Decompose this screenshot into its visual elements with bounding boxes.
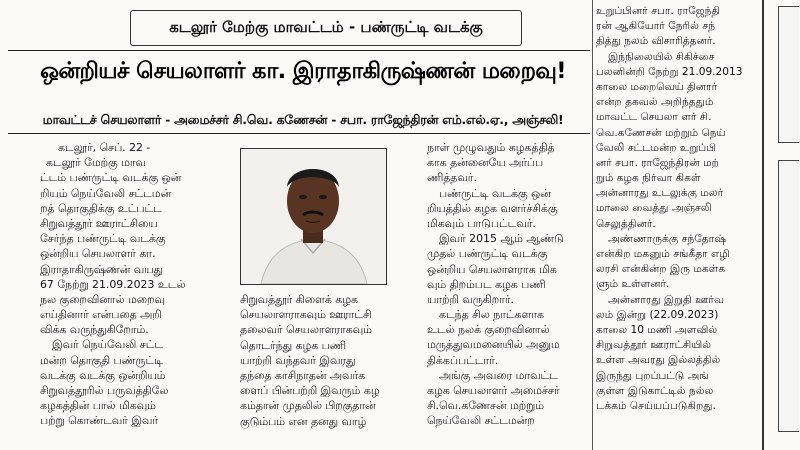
text-line: ட்டம் பண்ருட்டி வடக்கு ஒன் bbox=[40, 171, 182, 185]
text-line: லம் இன்று (22.09.2023) bbox=[596, 308, 719, 321]
text-line: 67 நேற்று 21.09.2023 உடல் bbox=[40, 277, 186, 291]
text-line: இவர் 2015 ஆம் ஆண்டு bbox=[439, 232, 564, 246]
text-line: வெ.கணேசன் மற்றும் நெய் bbox=[596, 126, 726, 139]
text-line: றியம் நெய்வேலி சட்டமன் bbox=[40, 186, 172, 200]
text-line: விக்க வருந்துகிறோம். bbox=[40, 323, 149, 337]
text-line: பற்று கொண்டவர் இவர் bbox=[40, 414, 159, 428]
text-line: மாலை வைத்து அஞ்சலி bbox=[596, 202, 712, 215]
text-line: என்கிற மகனும் சங்கீதா எழி bbox=[596, 248, 730, 260]
text-line: ணித்தவர். bbox=[427, 171, 477, 185]
header-rule-top bbox=[8, 50, 590, 51]
text-line: வேலி சட்டமன்ற உறுப்பி bbox=[596, 141, 716, 154]
text-line: குள்ள இடுகாட்டில் நல்ல bbox=[596, 384, 714, 397]
text-line: ளைப் பின்பற்றி இவரும் கழ bbox=[240, 384, 380, 398]
text-line: தித்து நலம் விசாரித்தனர். bbox=[596, 35, 716, 48]
subhead-rule bbox=[8, 133, 590, 134]
text-line: அண்ணாருக்கு சந்தோஷ் bbox=[608, 232, 727, 245]
text-line: எய்தினார் என்பதை அறி bbox=[40, 308, 162, 322]
text-line: உறுப்பினர் சபா. ராஜேந்தி bbox=[596, 5, 721, 17]
text-line: நெய்வேலி சட்டமன்ற bbox=[427, 414, 535, 428]
text-line: இந்நிலையில் சிகிச்சை bbox=[608, 50, 715, 63]
text-line: இவர் நெய்வேலி சட்ட bbox=[52, 338, 164, 352]
text-line: றியத்தில் கழக வளர்ச்சிக்கு bbox=[427, 201, 558, 215]
text-line: சிறுவத்தூரில் பருவத்திலே bbox=[40, 384, 169, 397]
text-line: நல குறைவினால் மறைவு bbox=[40, 292, 165, 306]
text-line: இராதாகிருஷ்ணன் வயது bbox=[40, 262, 163, 276]
article-subhead: மாவட்டச் செயலாளர் - அமைச்சர் சி.வெ. கணேசன் - சபா. ராஜேந்திரன் எம்.எல்.ஏ., அஞ்சலி! bbox=[42, 112, 564, 127]
text-line: றும் கழக நிர்வா கிகள் bbox=[596, 172, 701, 185]
text-line: கடலூர் மேற்கு மாவ bbox=[46, 156, 146, 170]
text-line: மன்ற தொகுதி பண்ருட்டி bbox=[40, 353, 163, 367]
text-line: அன்னாரது உடலுக்கு மலர் bbox=[596, 187, 724, 200]
text-line: டக்கம் செய்யப்படுகிறது. bbox=[596, 399, 716, 412]
text-line: கழகத்தின் பால் மிகவும் bbox=[40, 399, 156, 413]
adjacent-article-box bbox=[778, 6, 799, 143]
text-line: உள்ள அவரது இல்லத்தில் bbox=[596, 354, 721, 367]
text-line: சி.வெ.கணேசன் மற்றும் bbox=[427, 399, 545, 413]
text-line: திக்கப்பட்டார். bbox=[427, 353, 499, 367]
article-column-2 bbox=[240, 292, 420, 429]
text-line: அன்னாரது இறுதி ஊர்வ bbox=[608, 293, 725, 306]
text-line: காலை 10 மணி அளவில் bbox=[596, 323, 718, 336]
text-line: சிறுவத்தூர் ஊராட்சியை bbox=[40, 216, 158, 230]
text-line: முதல் பண்ருட்டி வடக்கு bbox=[427, 247, 548, 261]
text-line: செயலாளராகவும் ஊராட்சி bbox=[240, 308, 372, 322]
article-column-1 bbox=[40, 140, 230, 429]
text-line: ஒன்றிய செயலாளராக மிக bbox=[427, 262, 557, 276]
text-line: இருந்து புறப்பட்டு அங் bbox=[596, 369, 709, 382]
text-line: வும் திறம்பட கழக பணி bbox=[427, 277, 546, 291]
text-line: செலுத்தினர். bbox=[596, 217, 656, 230]
text-line: அங்கு அவரை மாவட்ட bbox=[439, 368, 558, 382]
text-line: உடல் நலக் குறைவினால் bbox=[427, 323, 550, 337]
article-headline: ஒன்றியச் செயலாளர் கா. இராதாகிருஷ்ணன் மறைவு! bbox=[40, 58, 566, 84]
article-kicker: கடலூர் மேற்கு மாவட்டம் - பண்ருட்டி வடக்கு bbox=[130, 10, 522, 46]
article-column-4 bbox=[596, 4, 760, 414]
portrait-photo bbox=[240, 148, 387, 285]
text-line: வடக்கு வடக்கு ஒன்றியம் bbox=[40, 368, 166, 382]
text-line: காலை மறைவெய் தினார் bbox=[596, 80, 718, 93]
text-line: கழக செயலாளர் அமைச்சர் bbox=[427, 384, 560, 397]
text-line: லரசி என்கின்ற இரு மகள்க bbox=[596, 263, 726, 276]
text-line: கடந்த சில நாட்களாக bbox=[439, 308, 545, 322]
portrait-illustration bbox=[241, 149, 386, 284]
text-line: மாவட்ட செயலா ளர் சி. bbox=[596, 111, 712, 124]
text-line: றத் தொகுதிக்கு உட்பட்ட bbox=[40, 201, 162, 215]
text-line: னர் சபா. ராஜேந்திரன் மற் bbox=[596, 156, 719, 169]
text-line: கடலூர், செப். 22 - bbox=[58, 141, 151, 154]
adjacent-article-box bbox=[778, 160, 799, 432]
article-column-3 bbox=[427, 140, 592, 429]
text-line: யாற்றி வருகிறார். bbox=[427, 292, 514, 306]
text-line: தந்தை காசிநாதன் அவர்க bbox=[240, 368, 366, 382]
text-line: சேர்ந்த பண்ருட்டி வடக்கு bbox=[40, 232, 166, 246]
text-line: சிறுவத்தூர் கிளைக் கழக bbox=[240, 293, 358, 306]
text-line: பலனின்றி நேற்று 21.09.2013 bbox=[596, 65, 743, 78]
text-line: ளும் உள்ளனர். bbox=[596, 278, 670, 291]
text-line: பண்ருட்டி வடக்கு ஒன் bbox=[439, 186, 551, 200]
text-line: ரன் ஆகியோர் நேரில் சந் bbox=[596, 20, 715, 33]
text-line: காக தன்னையே அர்ப்ப bbox=[427, 156, 544, 170]
text-line: என்ற தகவல் அறிந்ததும் bbox=[596, 96, 714, 109]
text-line: தொடர்ந்து கழக பணி bbox=[240, 338, 346, 352]
text-line: யாற்றி வந்தவர் இவரது bbox=[240, 353, 356, 367]
text-line: சிறுவத்தூர் ஊராட்சியில் bbox=[596, 339, 711, 352]
text-line: கம்தான் முதலில் பிறகுதான் bbox=[240, 399, 376, 413]
text-line: நாள் முழுவதும் கழகத்தித் bbox=[427, 141, 555, 154]
text-line: மிகவும் பாடுபட்டவர். bbox=[427, 216, 536, 230]
text-line: குடும்பம் என தனது வாழ் bbox=[240, 414, 367, 428]
text-line: மருத்துவமனையில் அனும bbox=[427, 338, 560, 352]
page-edge-rule bbox=[762, 0, 764, 450]
text-line: ஒன்றிய செயலாளர் கா. bbox=[40, 247, 156, 261]
text-line: தலைவர் செயலாளராகவும் bbox=[240, 323, 372, 337]
